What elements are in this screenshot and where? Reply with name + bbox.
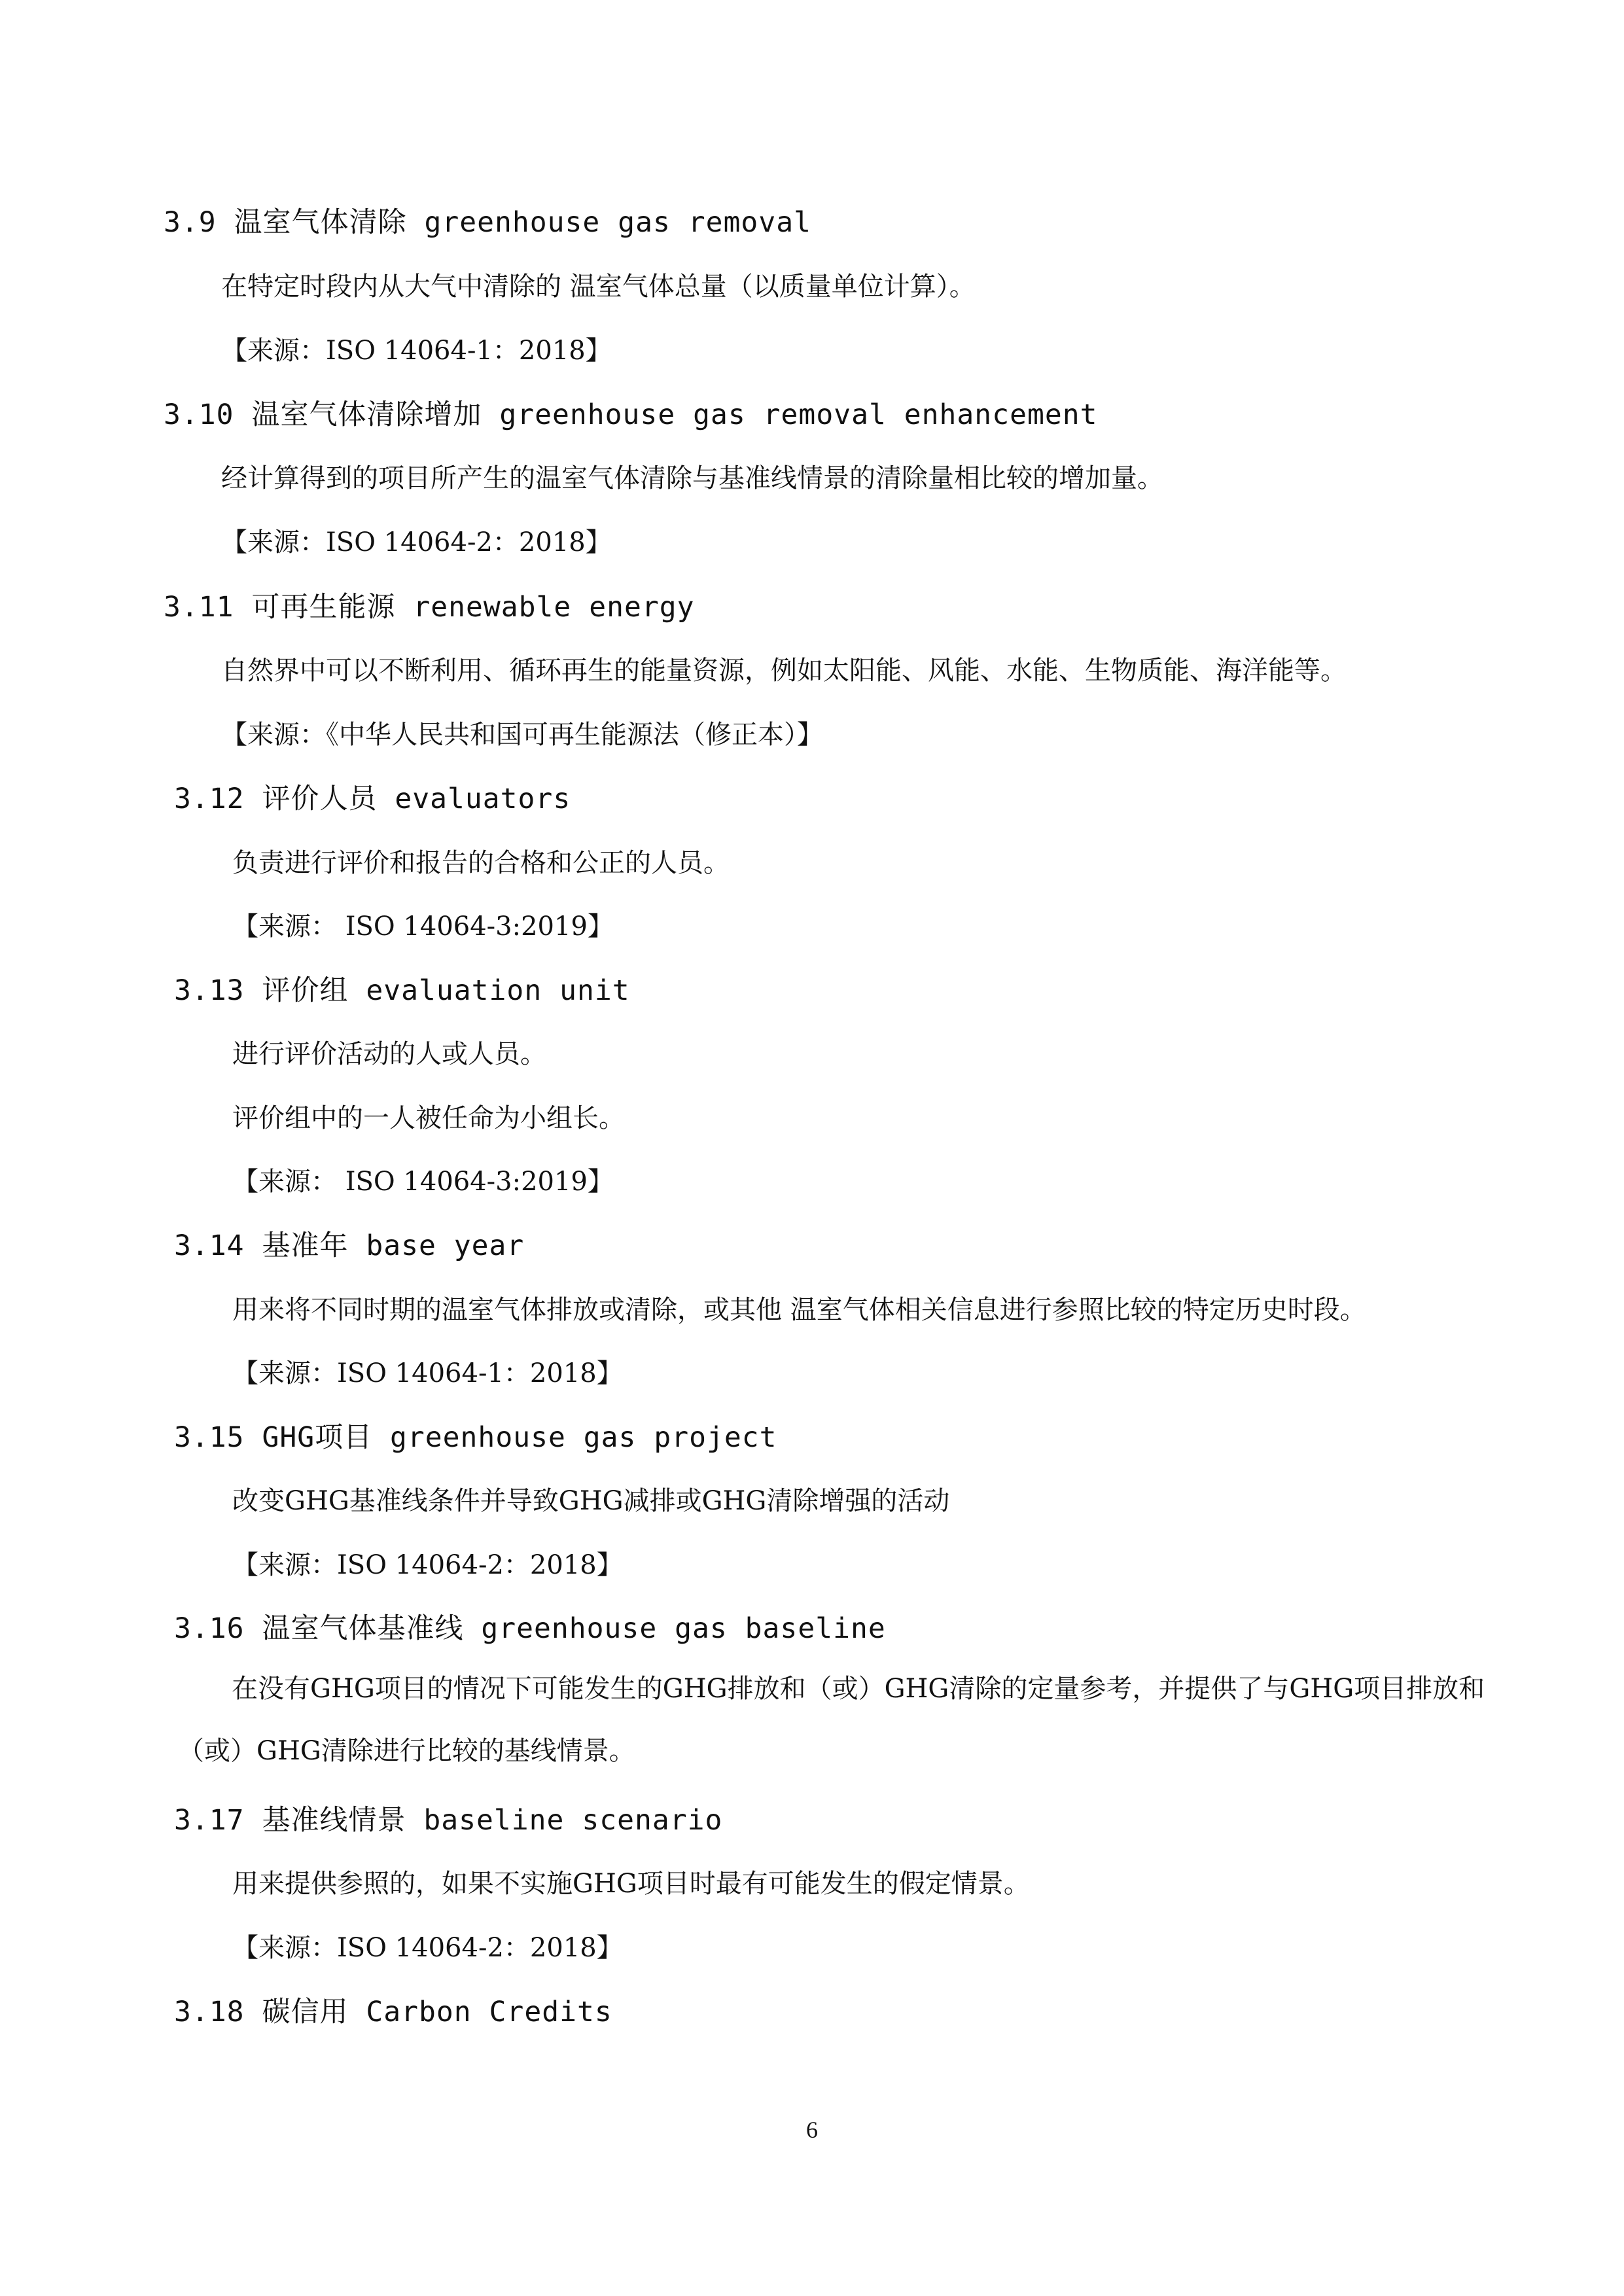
term-heading-3-17: 3.17 基准线情景 baseline scenario [174,1804,723,1837]
term-heading-3-10: 3.10 温室气体清除增加 greenhouse gas removal enhancement [164,398,1098,431]
definition-text: 评价组中的一人被任命为小组长。 [232,1103,625,1133]
source-citation: 【来源： ISO 14064-3:2019】 [232,1167,614,1197]
source-citation: 【来源： ISO 14064-3:2019】 [232,911,614,942]
term-heading-3-11: 3.11 可再生能源 renewable energy [164,591,695,624]
definition-text: 改变GHG基准线条件并导致GHG减排或GHG清除增强的活动 [232,1486,950,1516]
term-heading-3-16: 3.16 温室气体基准线 greenhouse gas baseline [174,1612,886,1645]
source-citation: 【来源：ISO 14064-1：2018】 [221,336,612,366]
definition-text: 负责进行评价和报告的合格和公正的人员。 [232,848,730,878]
term-heading-3-14: 3.14 基准年 base year [174,1229,525,1262]
definition-text: 用来将不同时期的温室气体排放或清除，或其他 温室气体相关信息进行参照比较的特定历史时段。 [232,1295,1366,1325]
term-heading-3-12: 3.12 评价人员 evaluators [174,783,571,815]
term-heading-3-18: 3.18 碳信用 Carbon Credits [174,1996,612,2028]
definition-text: 进行评价活动的人或人员。 [232,1039,546,1069]
term-heading-3-9: 3.9 温室气体清除 greenhouse gas removal [164,206,811,239]
page-number: 6 [806,2117,818,2143]
definition-text: 经计算得到的项目所产生的温室气体清除与基准线情景的清除量相比较的增加量。 [221,463,1163,493]
source-citation: 【来源：ISO 14064-2：2018】 [232,1933,623,1963]
source-citation: 【来源：ISO 14064-1：2018】 [232,1358,623,1388]
definition-text: 自然界中可以不断利用、循环再生的能量资源，例如太阳能、风能、水能、生物质能、海洋能等。 [221,656,1347,686]
term-heading-3-13: 3.13 评价组 evaluation unit [174,974,630,1007]
source-citation: 【来源：《中华人民共和国可再生能源法（修正本）】 [221,720,823,750]
definition-text: 用来提供参照的，如果不实施GHG项目时最有可能发生的假定情景。 [232,1869,1030,1899]
definition-text: 在特定时段内从大气中清除的 温室气体总量（以质量单位计算）。 [221,272,976,302]
definition-text: 在没有GHG项目的情况下可能发生的GHG排放和（或）GHG清除的定量参考，并提供了与GHG项目排放和（或）GHG清除进行比较的基线情景。 [178,1674,1485,1766]
source-citation: 【来源：ISO 14064-2：2018】 [221,527,612,557]
source-citation: 【来源：ISO 14064-2：2018】 [232,1550,623,1580]
term-heading-3-15: 3.15 GHG项目 greenhouse gas project [174,1421,777,1454]
